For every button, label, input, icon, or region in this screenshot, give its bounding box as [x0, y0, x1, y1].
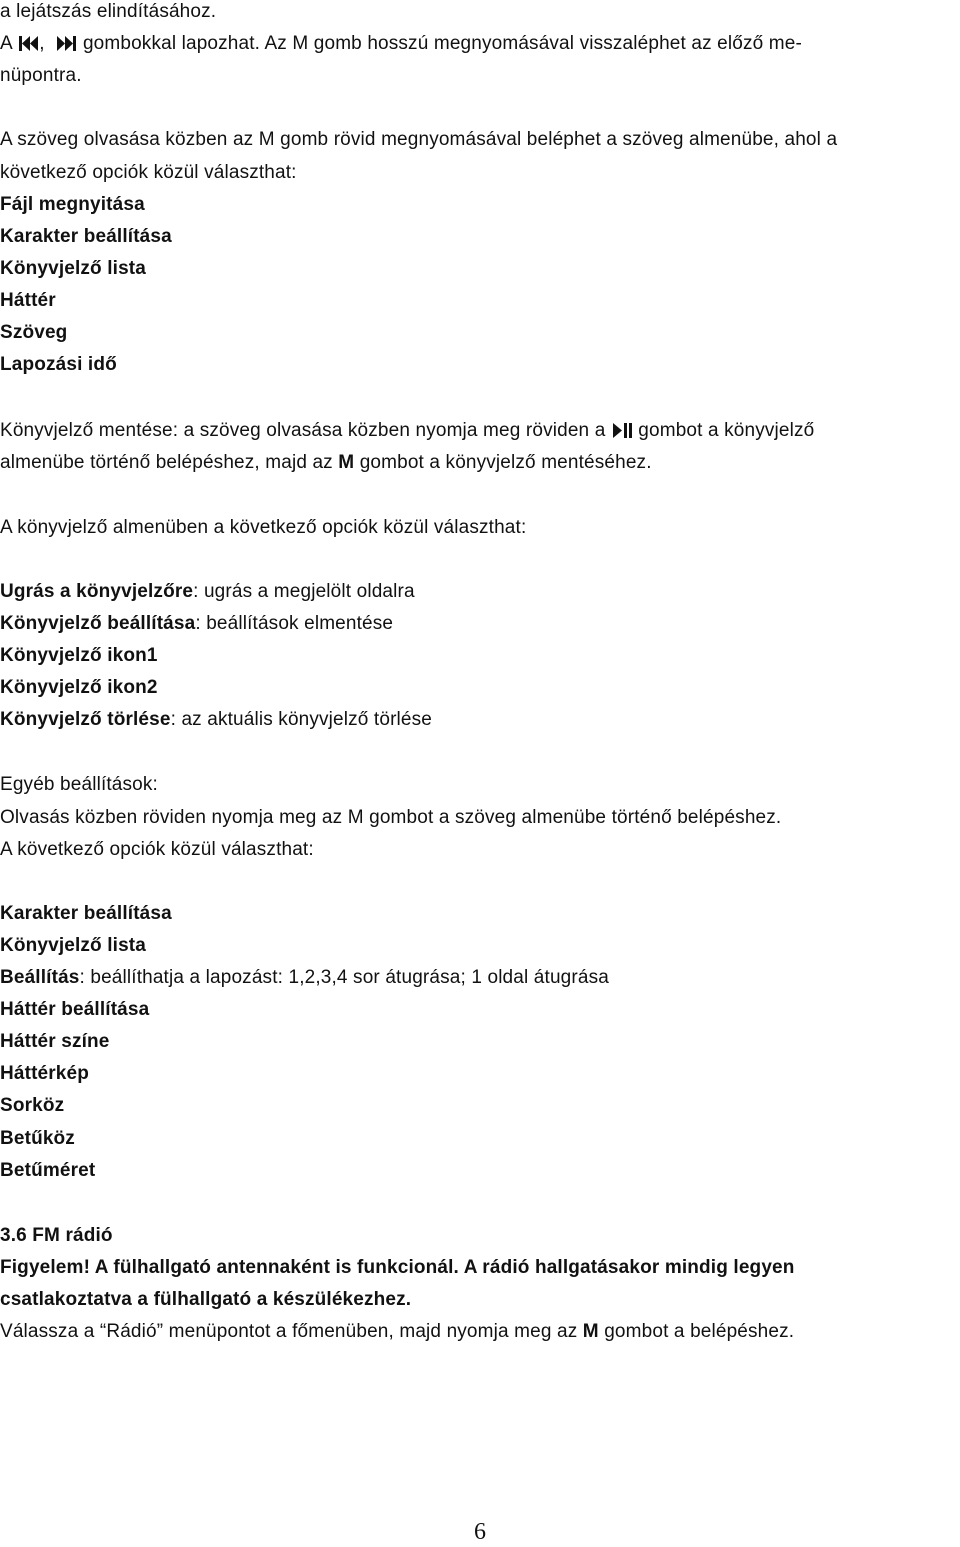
intro-line-2: [0, 32, 960, 59]
bookmark-item-label: Könyvjelző beállítása: [0, 613, 196, 634]
bookmark-save-line-2: [0, 451, 960, 475]
intro-line-1: a lejátszás elindításához.: [0, 1, 217, 22]
intro-line-2-a: A: [0, 33, 12, 54]
settings-item-label: Háttérkép: [0, 1063, 89, 1084]
bookmark-item-desc: : beállítások elmentése: [195, 613, 394, 634]
fm-radio-instruction: [0, 1320, 960, 1344]
settings-item-label: Háttér színe: [0, 1031, 110, 1052]
settings-item-label: Könyvjelző lista: [0, 935, 146, 956]
settings-item: [0, 1030, 960, 1054]
settings-item: [0, 1127, 960, 1151]
section-heading-fm-radio: 3.6 FM rádió: [0, 1225, 113, 1246]
fm-radio-warning-2: csatlakoztatva a fülhallgató a készülékezhez.: [0, 1289, 412, 1310]
settings-item: [0, 1094, 960, 1118]
bookmark-item-label: Könyvjelző ikon2: [0, 677, 158, 698]
text-option: Lapozási idő: [0, 354, 117, 375]
bookmark-save-text-a: Könyvjelző mentése: a szöveg olvasása közben nyomja meg röviden a: [0, 420, 606, 441]
settings-item-desc: : beállíthatja a lapozást: 1,2,3,4 sor átugrása; 1 oldal átugrása: [79, 967, 609, 988]
other-settings-line-2: A következő opciók közül választhat:: [0, 839, 314, 860]
bookmark-item: [0, 708, 960, 732]
bookmark-save-text-d: gombot a könyvjelző mentéséhez.: [359, 452, 652, 473]
settings-item-label: Karakter beállítása: [0, 903, 172, 924]
bookmark-item-label: Könyvjelző ikon1: [0, 645, 158, 666]
intro-line-2-b: gombokkal lapozhat. Az M gomb hosszú megnyomásával visszaléphet az előző me-: [82, 33, 802, 54]
bookmark-item-desc: : ugrás a megjelölt oldalra: [193, 581, 415, 602]
settings-item: [0, 934, 960, 958]
fm-radio-instruction-b: gombot a belépéshez.: [604, 1321, 795, 1342]
intro-line-2-sep: ,: [39, 33, 45, 54]
bookmark-item-label: Könyvjelző törlése: [0, 709, 171, 730]
bookmark-item-label: Ugrás a könyvjelzőre: [0, 581, 194, 602]
text-submenu-intro-1: A szöveg olvasása közben az M gomb rövid megnyomásával beléphet a szöveg almenübe, ahol a: [0, 129, 838, 150]
settings-item: [0, 966, 960, 990]
bookmark-save-line-1: [0, 419, 960, 446]
settings-item-label: Sorköz: [0, 1095, 65, 1116]
settings-item-label: Betűköz: [0, 1128, 75, 1149]
text-submenu-intro-2: következő opciók közül választhat:: [0, 162, 297, 183]
bookmark-submenu-intro: A könyvjelző almenüben a következő opciók közül választhat:: [0, 517, 527, 538]
settings-item: [0, 998, 960, 1022]
intro-line-3: nüpontra.: [0, 65, 82, 86]
bookmark-save-text-b: gombot a könyvjelző: [638, 420, 815, 441]
bookmark-item: [0, 612, 960, 636]
text-option: Fájl megnyitása: [0, 194, 145, 215]
text-option: Háttér: [0, 290, 56, 311]
text-option: Szöveg: [0, 322, 68, 343]
other-settings-heading: Egyéb beállítások:: [0, 774, 158, 795]
settings-item-label: Beállítás: [0, 967, 80, 988]
fm-radio-instruction-a: Válassza a “Rádió” menüpontot a főmenüben, majd nyomja meg az: [0, 1321, 578, 1342]
settings-item-label: Háttér beállítása: [0, 999, 150, 1020]
m-key-label: M: [338, 452, 355, 473]
m-key-label: M: [582, 1321, 599, 1342]
bookmark-save-text-c: almenübe történő belépéshez, majd az: [0, 452, 333, 473]
play-pause-icon: [611, 422, 633, 446]
settings-item: [0, 902, 960, 926]
bookmark-item: [0, 644, 960, 668]
other-settings-line-1: Olvasás közben röviden nyomja meg az M gombot a szöveg almenübe történő belépéshez.: [0, 807, 782, 828]
page-number: 6: [474, 1519, 486, 1545]
settings-item: [0, 1159, 960, 1183]
next-track-icon: [56, 35, 78, 59]
previous-track-icon: [17, 35, 39, 59]
settings-item: [0, 1062, 960, 1086]
text-option: Könyvjelző lista: [0, 258, 146, 279]
bookmark-item-desc: : az aktuális könyvjelző törlése: [170, 709, 433, 730]
text-option: Karakter beállítása: [0, 226, 172, 247]
bookmark-item: [0, 676, 960, 700]
bookmark-item: [0, 580, 960, 604]
fm-radio-warning-1: Figyelem! A fülhallgató antennaként is funkcionál. A rádió hallgatásakor mindig legyen: [0, 1257, 795, 1278]
settings-item-label: Betűméret: [0, 1160, 96, 1181]
